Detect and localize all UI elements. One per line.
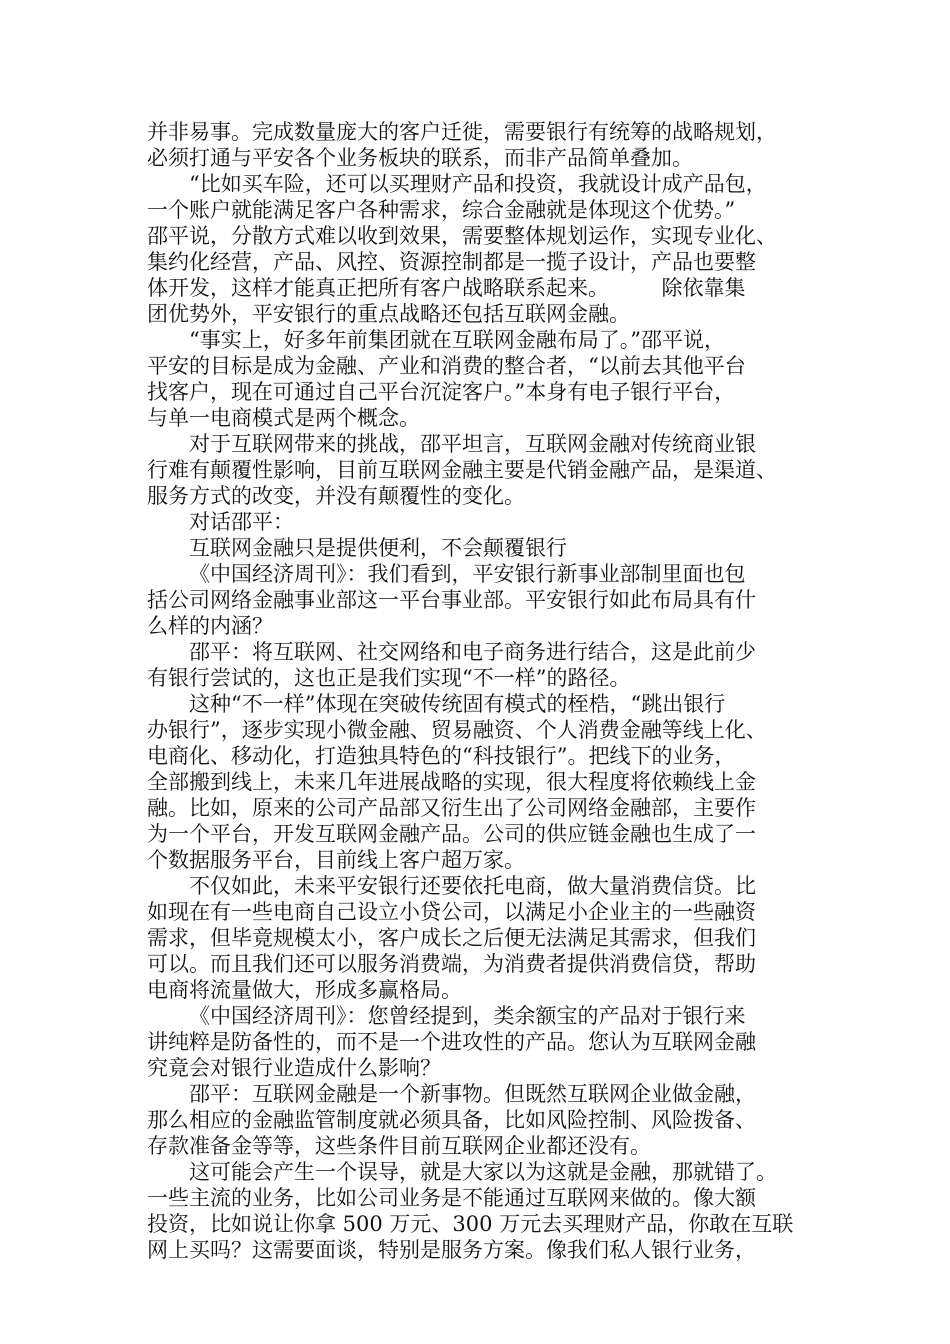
text-line: 可以。而且我们还可以服务消费端，为消费者提供消费信贷，帮助 (147, 952, 756, 976)
text-line: 这种“不一样”体现在突破传统固有模式的桎梏，“跳出银行 (189, 692, 726, 716)
text-line: 这可能会产生一个误导，就是大家以为这就是金融，那就错了。 (189, 1160, 777, 1184)
text-line: “比如买车险，还可以买理财产品和投资，我就设计成产品包， (189, 172, 767, 196)
text-line: 不仅如此，未来平安银行还要依托电商，做大量消费信贷。比 (189, 874, 756, 898)
text-line: 存款准备金等等，这些条件目前互联网企业都还没有。 (147, 1134, 651, 1158)
text-line: 互联网金融只是提供便利，不会颠覆银行 (189, 536, 567, 560)
text-line: 融。比如，原来的公司产品部又衍生出了公司网络金融部，主要作 (147, 796, 756, 820)
text-line: 需求，但毕竟规模太小，客户成长之后便无法满足其需求，但我们 (147, 926, 756, 950)
text-line: 必须打通与平安各个业务板块的联系，而非产品简单叠加。 (147, 146, 693, 170)
text-line: 邵平：将互联网、社交网络和电子商务进行结合，这是此前少 (189, 640, 756, 664)
text-line: 投资，比如说让你拿 500 万元、300 万元去买理财产品，你敢在互联 (147, 1212, 794, 1236)
text-line: 为一个平台，开发互联网金融产品。公司的供应链金融也生成了一 (147, 822, 756, 846)
text-line: 平安的目标是成为金融、产业和消费的整合者，“以前去其他平台 (147, 354, 746, 378)
text-line: 《中国经济周刊》：我们看到，平安银行新事业部制里面也包 (189, 562, 746, 586)
text-line: 一些主流的业务，比如公司业务是不能通过互联网来做的。像大额 (147, 1186, 756, 1210)
text-line: 全部搬到线上，未来几年进展战略的实现，很大程度将依赖线上金 (147, 770, 756, 794)
text-line: 办银行”，逐步实现小微金融、贸易融资、个人消费金融等线上化、 (147, 718, 767, 742)
text-line: 服务方式的改变，并没有颠覆性的变化。 (147, 484, 525, 508)
text-line: 邵平：互联网金融是一个新事物。但既然互联网企业做金融， (189, 1082, 756, 1106)
text-line: 个数据服务平台，目前线上客户超万家。 (147, 848, 525, 872)
text-line: 如现在有一些电商自己设立小贷公司，以满足小企业主的一些融资 (147, 900, 756, 924)
text-line: 括公司网络金融事业部这一平台事业部。平安银行如此布局具有什 (147, 588, 756, 612)
text-line: 体开发，这样才能真正把所有客户战略联系起来。 除依靠集 (147, 276, 746, 300)
text-line: 讲纯粹是防备性的，而不是一个进攻性的产品。您认为互联网金融 (147, 1030, 756, 1054)
text-line: 并非易事。完成数量庞大的客户迁徙，需要银行有统筹的战略规划， (147, 120, 777, 144)
text-line: 团优势外，平安银行的重点战略还包括互联网金融。 (147, 302, 630, 326)
text-line: 么样的内涵？ (147, 614, 273, 638)
text-line: 究竟会对银行业造成什么影响？ (147, 1056, 441, 1080)
text-line: 那么相应的金融监管制度就必须具备，比如风险控制、风险拨备、 (147, 1108, 756, 1132)
text-line: 与单一电商模式是两个概念。 (147, 406, 420, 430)
document-body (147, 119, 813, 1263)
text-line: 一个账户就能满足客户各种需求，综合金融就是体现这个优势。” (147, 198, 736, 222)
text-line: 邵平说，分散方式难以收到效果，需要整体规划运作，实现专业化、 (147, 224, 777, 248)
text-line: 电商化、移动化，打造独具特色的“科技银行”。把线下的业务， (147, 744, 736, 768)
text-line: “事实上，好多年前集团就在互联网金融布局了。”邵平说， (189, 328, 725, 352)
text-line: 集约化经营，产品、风控、资源控制都是一揽子设计，产品也要整 (147, 250, 756, 274)
text-line: 《中国经济周刊》：您曾经提到，类余额宝的产品对于银行来 (189, 1004, 746, 1028)
text-line: 有银行尝试的，这也正是我们实现“不一样”的路径。 (147, 666, 631, 690)
text-line: 电商将流量做大，形成多赢格局。 (147, 978, 462, 1002)
text-line: 行难有颠覆性影响，目前互联网金融主要是代销金融产品，是渠道、 (147, 458, 777, 482)
text-line: 对话邵平： (189, 510, 294, 534)
text-line: 对于互联网带来的挑战，邵平坦言，互联网金融对传统商业银 (189, 432, 756, 456)
text-line: 网上买吗？这需要面谈，特别是服务方案。像我们私人银行业务， (147, 1238, 756, 1262)
text-line: 找客户，现在可通过自己平台沉淀客户。”本身有电子银行平台， (147, 380, 736, 404)
